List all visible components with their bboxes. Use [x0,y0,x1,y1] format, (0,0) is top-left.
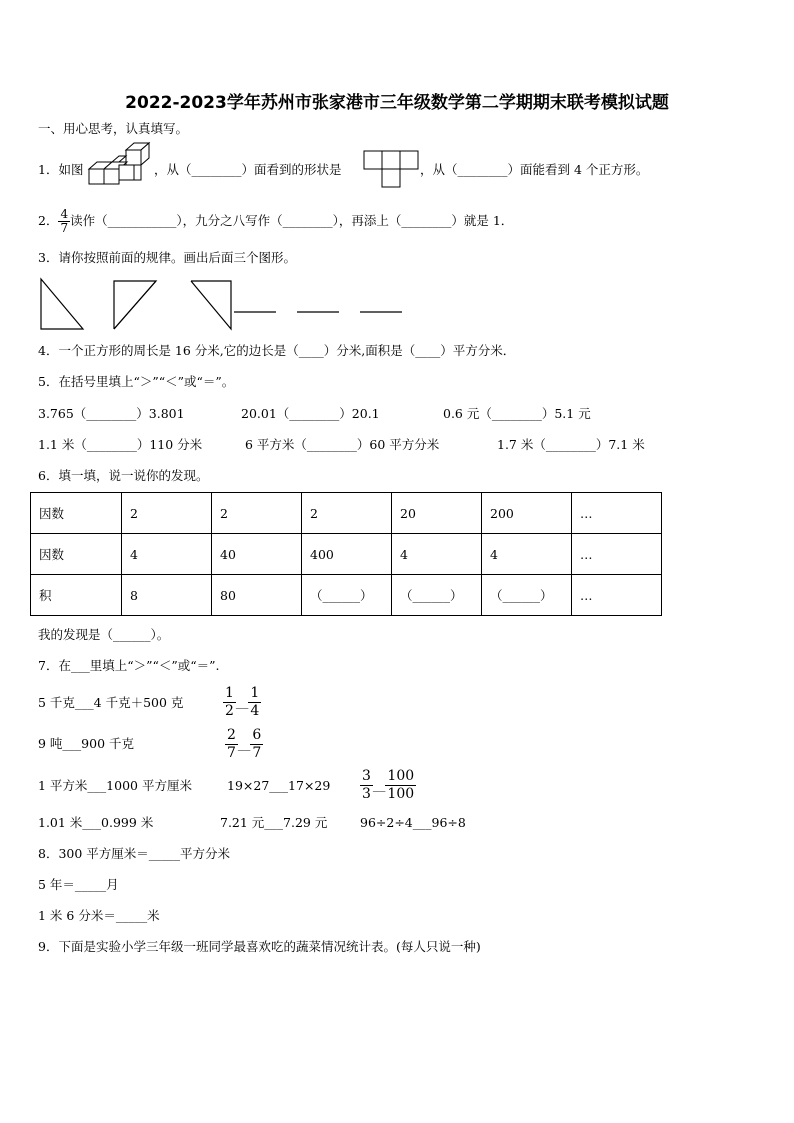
q5-item: 3.765（________）3.801 [38,406,185,421]
q7-fraction-compare-2 [225,726,263,762]
table-row [31,575,662,616]
table-cell: 4 [122,534,212,575]
table-cell: 20 [392,493,482,534]
question-6: 6．填一填，说一说你的发现。 [38,468,209,483]
q5-item: 6 平方米（________）60 平方分米 [245,437,440,452]
q7-item: 1 平方米___1000 平方厘米 [38,778,192,793]
table-cell: 积 [31,575,122,616]
fraction-denominator: 3 [362,786,371,802]
compare-blank: __ [237,736,251,751]
page-title: 2022-2023学年苏州市张家港市三年级数学第二学期期末联考模拟试题 [125,93,669,113]
table-cell: （______） [392,575,482,616]
table-cell: 400 [302,534,392,575]
fraction-numerator: 3 [362,768,371,784]
question-3: 3．请你按照前面的规律。画出后面三个图形。 [38,250,296,265]
fraction-four-sevenths [58,208,70,235]
question-4: 4．一个正方形的周长是 16 分米,它的边长是（____）分米,面积是（____）平方分米． [38,343,516,358]
fraction-denominator: 4 [250,703,260,719]
table-cell: 200 [482,493,572,534]
table-cell: 2 [302,493,392,534]
question-2 [38,206,513,236]
q5-item: 0.6 元（________）5.1 元 [443,406,591,421]
fraction [250,727,263,762]
fraction-numerator: 4 [60,207,69,221]
q7-item: 5 千克___4 千克＋500 克 [38,695,184,710]
q7-item: 9 吨___900 千克 [38,736,135,751]
table-cell: … [572,534,662,575]
q5-item: 1.1 米（________）110 分米 [38,437,203,452]
triangle-pattern-figure [38,276,418,334]
question-9: 9．下面是实验小学三年级一班同学最喜欢吃的蔬菜情况统计表。(每人只说一种) [38,939,481,954]
q7-fraction-compare-3 [360,767,416,803]
factor-product-table [30,492,662,616]
fraction-denominator: 7 [227,745,236,761]
table-cell: 2 [212,493,302,534]
table-cell: 2 [122,493,212,534]
compare-blank: __ [372,777,386,792]
fraction-denominator: 2 [225,703,234,719]
question-5: 5．在括号里填上“＞”“＜”或“＝”。 [38,374,235,389]
table-cell: 因数 [31,534,122,575]
table-row [31,534,662,575]
q7-item: 7.21 元___7.29 元 [220,815,328,830]
table-cell: （______） [302,575,392,616]
table-cell: 80 [212,575,302,616]
q7-item: 1.01 米___0.999 米 [38,815,154,830]
fraction-denominator: 7 [252,745,262,761]
table-cell: 因数 [31,493,122,534]
fraction-numerator: 6 [252,727,262,743]
q7-item: 19×27___17×29 [227,778,331,793]
table-cell: … [572,493,662,534]
table-cell: （______） [482,575,572,616]
section-heading: 一、用心思考，认真填写。 [38,121,189,136]
table-row [31,493,662,534]
table-cell: 40 [212,534,302,575]
table-cell: 4 [482,534,572,575]
view-shape-figure [363,150,419,188]
q7-item: 96÷2÷4___96÷8 [360,815,466,830]
q5-item: 20.01（________）20.1 [241,406,380,421]
table-cell: 8 [122,575,212,616]
cube-stack-figure [86,140,154,192]
question-2-text: 读作（___________），九分之八写作（________），再添上（________）就是 1． [70,213,514,228]
fraction-numerator: 2 [227,727,236,743]
table-cell: … [572,575,662,616]
fraction [225,727,238,762]
q8-item: 5 年＝_____月 [38,877,119,892]
fraction-numerator: 1 [250,685,260,701]
question-7: 7．在___里填上“＞”“＜”或“＝”. [38,658,220,673]
fraction [385,768,416,803]
question-1-part-b: ，从（________）面看到的形状是 [154,162,342,177]
fraction-numerator: 1 [225,685,234,701]
q6-finding: 我的发现是（______）。 [38,627,170,642]
fraction-numerator: 100 [387,768,415,784]
q7-fraction-compare-1 [223,684,261,720]
compare-blank: __ [235,694,249,709]
fraction [360,768,373,803]
q8-item: 1 米 6 分米＝_____米 [38,908,160,923]
question-8: 8．300 平方厘米＝_____平方分米 [38,846,231,861]
fraction-denominator: 7 [60,221,69,235]
fraction [223,685,236,720]
question-1-part-c: ，从（________）面能看到 4 个正方形。 [420,162,649,177]
question-1-part-a: 1．如图 [38,162,84,177]
fraction-denominator: 100 [387,786,415,802]
table-cell: 4 [392,534,482,575]
question-2-number: 2． [38,213,59,228]
fraction [248,685,261,720]
q5-item: 1.7 米（________）7.1 米 [497,437,645,452]
